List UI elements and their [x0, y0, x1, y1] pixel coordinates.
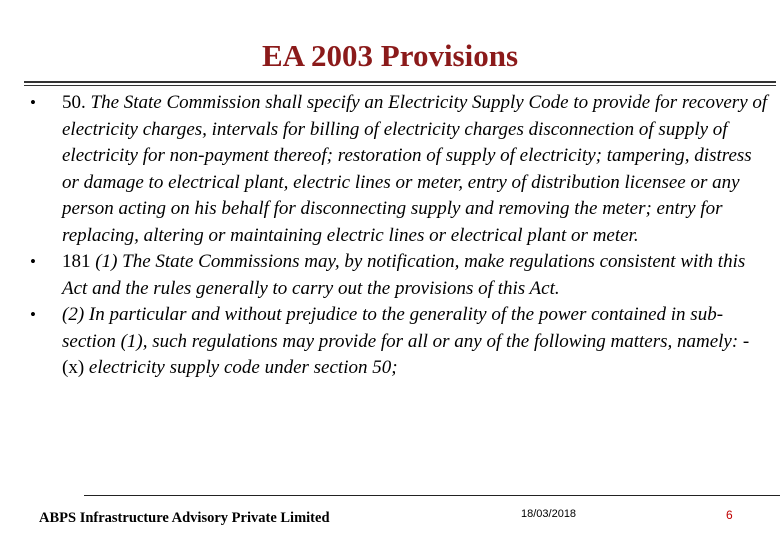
bullet-item: [30, 90, 770, 249]
footer-company: ABPS Infrastructure Advisory Private Limited: [39, 510, 330, 526]
bullet-text: The State Commission shall specify an Electricity Supply Code to provide for recovery of electricity charges, intervals for billing of electricity charges disconnection of supply of electricity for non-payment thereof; restoration of supply of electricity; tampering, distress or damage to electrical plant, electric lines or meter, entry of distribution licensee or any person acting on his behalf for disconnecting supply and removing the meter; entry for replacing, altering or maintaining electric lines or electrical plant or meter.: [62, 92, 768, 246]
footer-divider: [84, 495, 780, 496]
section-number: 50.: [62, 92, 86, 113]
sub-item-text: electricity supply code under section 50;: [88, 357, 398, 378]
bullet-text: (1) The State Commissions may, by notification, make regulations consistent with this Act and the rules generally to carry out the provisions of this Act.: [62, 251, 746, 299]
sub-item: [30, 355, 770, 382]
bullet-item: [30, 249, 770, 302]
footer-date: 18/03/2018: [521, 508, 577, 520]
section-number: 181: [62, 251, 91, 272]
bullet-marker: •: [30, 252, 36, 271]
bullet-item: [30, 302, 770, 355]
bullet-marker: •: [30, 93, 36, 112]
slide-title: EA 2003 Provisions: [261, 38, 519, 73]
title-divider: [24, 81, 776, 86]
bullet-marker: •: [30, 305, 36, 324]
page-number: 6: [726, 508, 733, 522]
sub-item-number: (x): [62, 357, 85, 378]
bullet-text: (2) In particular and without prejudice to the generality of the power contained in sub-section (1), such regulations may provide for all or any of the following matters, namely: -: [62, 304, 750, 352]
slide-body: [30, 90, 770, 382]
